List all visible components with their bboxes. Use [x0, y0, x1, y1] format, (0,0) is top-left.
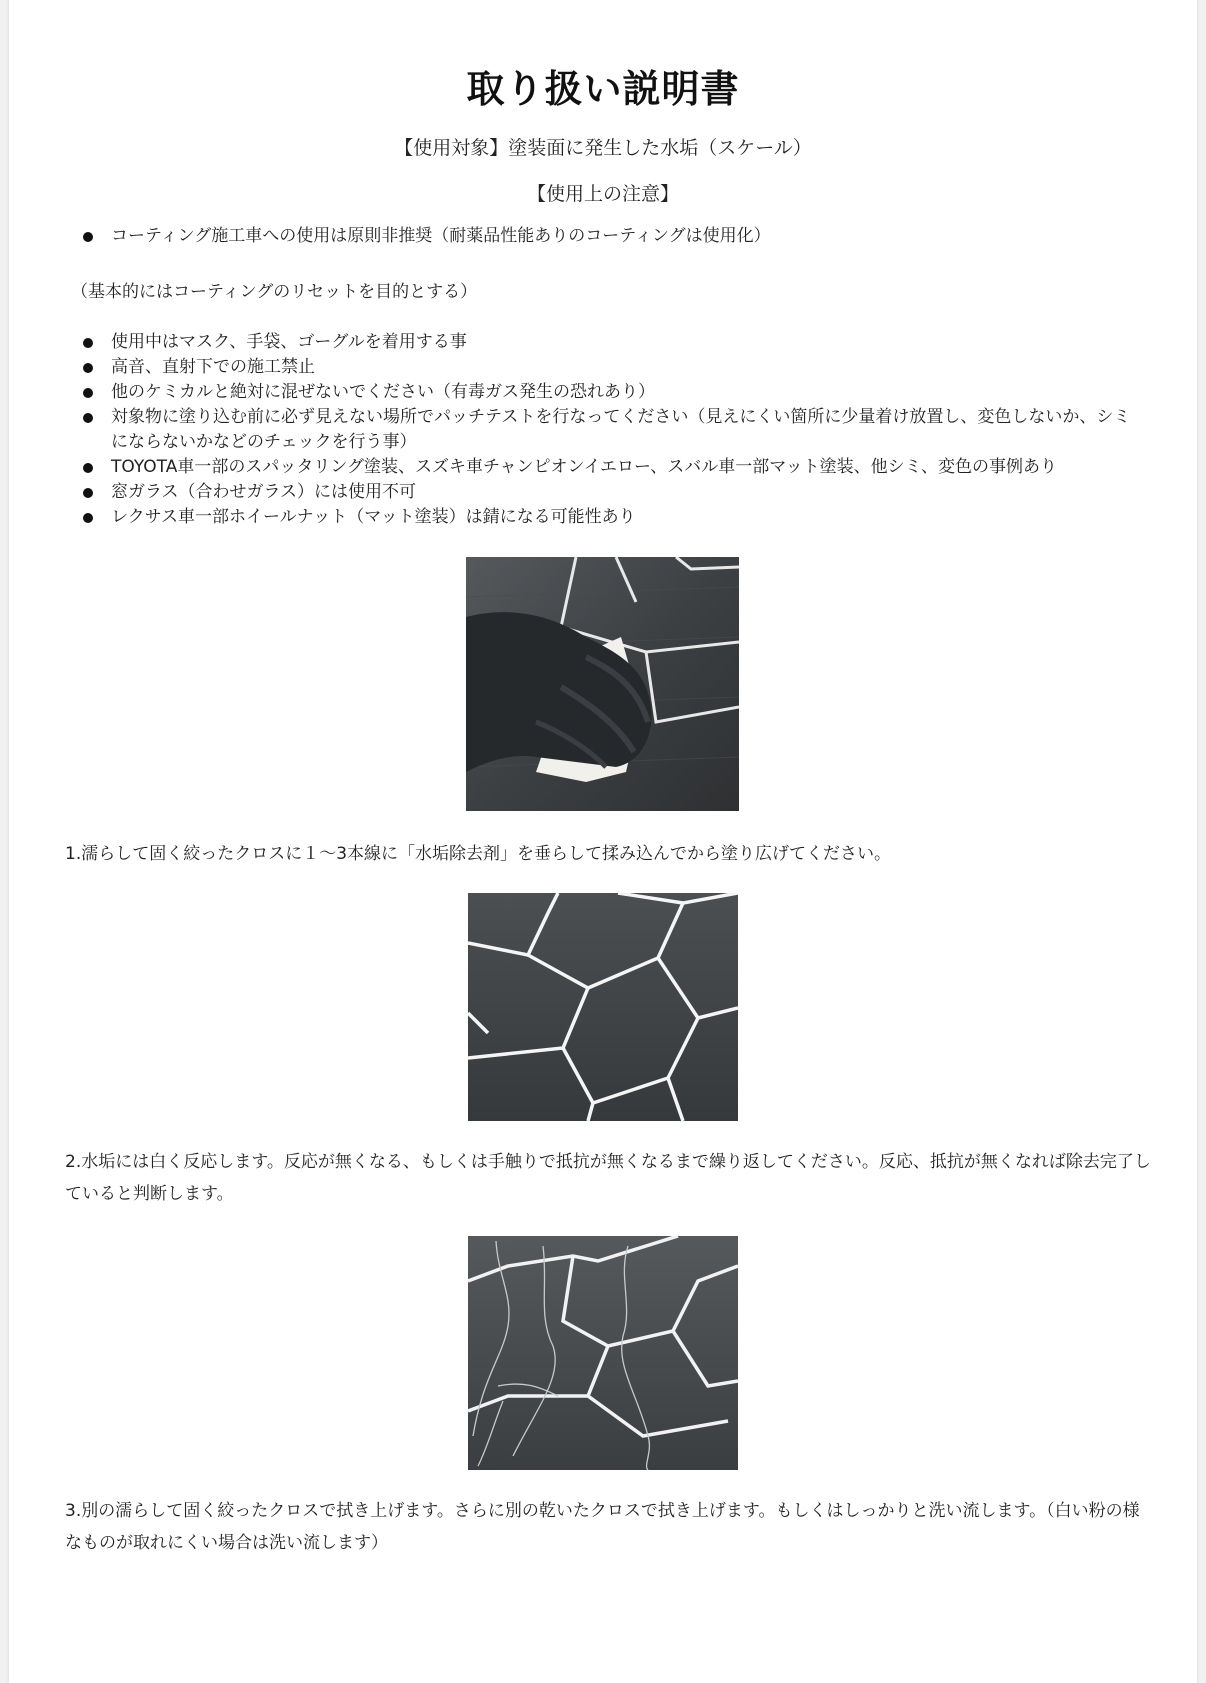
bullet-icon	[83, 338, 93, 348]
list-item-text: コーティング施工車への使用は原則非推奨（耐薬品性能ありのコーティングは使用化）	[111, 226, 771, 246]
document-page	[9, 0, 1197, 1683]
list-item-text: 高音、直射下での施工禁止	[111, 357, 315, 377]
step1-photo	[466, 557, 739, 811]
list-item	[9, 330, 1197, 355]
purpose-note: （基本的にはコーティングのリセットを目的とする）	[71, 282, 478, 302]
list-item	[9, 355, 1197, 380]
list-item-text: 窓ガラス（合わせガラス）には使用不可	[111, 482, 416, 502]
bullet-icon	[83, 232, 93, 242]
list-item	[9, 405, 1197, 455]
list-item	[9, 224, 1197, 249]
bullet-icon	[83, 513, 93, 523]
step-3-text: 3.別の濡らして固く絞ったクロスで拭き上げます。さらに別の乾いたクロスで拭き上げます。もしくはしっかりと洗い流します。（白い粉の様なものが取れにくい場合は洗い流します）	[65, 1501, 1140, 1553]
list-item-text: TOYOTA車一部のスパッタリング塗装、スズキ車チャンピオンイエロー、スバル車一部マット塗装、他シミ、変色の事例あり	[111, 457, 1057, 477]
bullet-icon	[83, 413, 93, 423]
bullet-icon	[83, 463, 93, 473]
cautions-heading: 【使用上の注意】	[526, 183, 679, 205]
caution-list-second	[9, 330, 1197, 530]
step3-photo	[468, 1236, 738, 1470]
step2-photo-image	[468, 893, 738, 1121]
step-1-text: 1.濡らして固く絞ったクロスに１～3本線に「水垢除去剤」を垂らして揉み込んでから塗り広げてください。	[65, 844, 892, 864]
list-item	[9, 480, 1197, 505]
list-item-text: レクサス車一部ホイールナット（マット塗装）は錆になる可能性あり	[111, 507, 636, 527]
caution-list-first	[9, 224, 1197, 249]
step2-photo	[468, 893, 738, 1121]
list-item-text: 他のケミカルと絶対に混ぜないでください（有毒ガス発生の恐れあり）	[111, 382, 655, 402]
bullet-icon	[83, 488, 93, 498]
document-title: 取り扱い説明書	[466, 67, 740, 111]
list-item-text: 使用中はマスク、手袋、ゴーグルを着用する事	[111, 332, 467, 352]
bullet-icon	[83, 388, 93, 398]
list-item	[9, 505, 1197, 530]
step-2-text: 2.水垢には白く反応します。反応が無くなる、もしくは手触りで抵抗が無くなるまで繰り返してください。反応、抵抗が無くなれば除去完了していると判断します。	[65, 1152, 1151, 1204]
list-item-text: 対象物に塗り込む前に必ず見えない場所でパッチテストを行なってください（見えにくい箇所に少量着け放置し、変色しないか、シミにならないかなどのチェックを行う事）	[111, 407, 1131, 452]
step1-photo-image	[466, 557, 739, 811]
usage-target: 【使用対象】塗装面に発生した水垢（スケール）	[394, 137, 812, 159]
list-item	[9, 380, 1197, 405]
list-item	[9, 455, 1197, 480]
bullet-icon	[83, 363, 93, 373]
step3-photo-image	[468, 1236, 738, 1470]
